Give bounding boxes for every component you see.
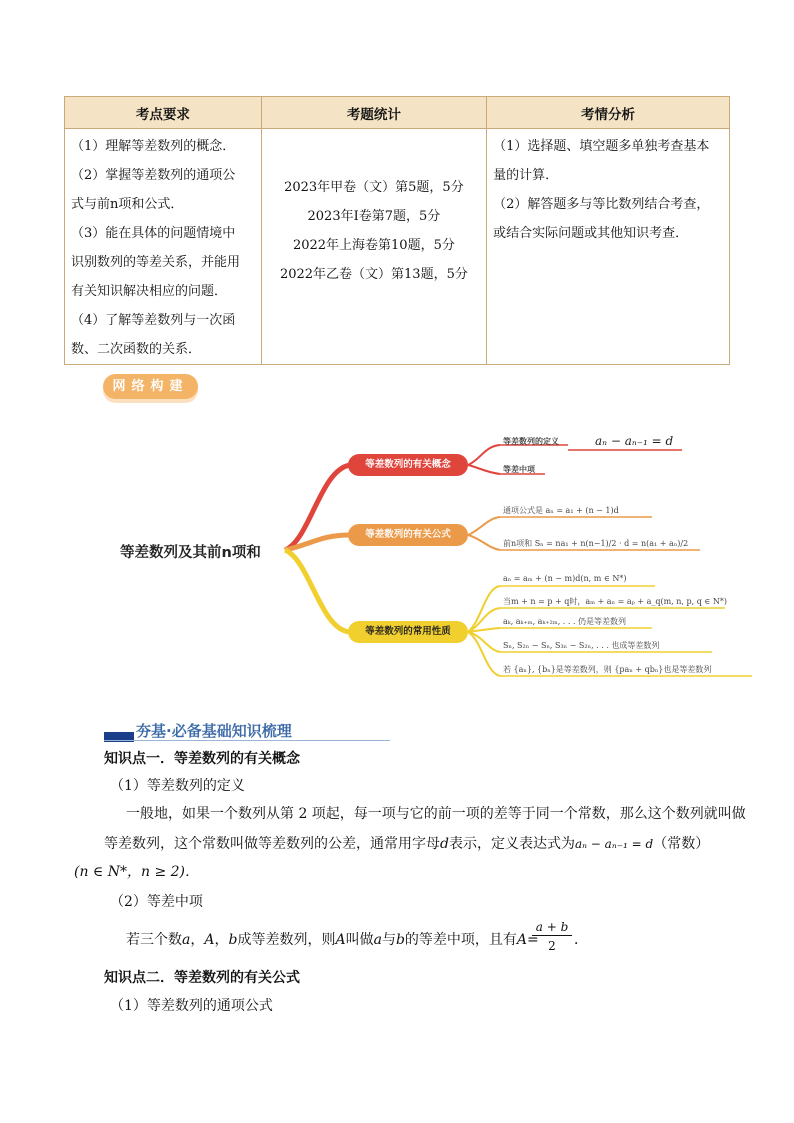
sentence-end: ． bbox=[574, 932, 588, 948]
subheading-definition: （1）等差数列的定义 bbox=[110, 778, 245, 794]
stat-line: 2022年乙卷（文）第13题，5分 bbox=[279, 267, 468, 282]
req-line: 识别数列的等差关系，并能用 bbox=[71, 255, 241, 270]
stat-line: 2022年上海卷第10题，5分 bbox=[292, 238, 455, 253]
leaf-property: 当m + n = p + q时，aₘ + aₙ = aₚ + a_q(m, n, p, q ∈ N*) bbox=[503, 597, 727, 606]
analysis-line: （2）解答题多与等比数列结合考查， bbox=[493, 197, 710, 212]
analysis-line: 量的计算． bbox=[493, 168, 559, 183]
analysis-line: 或结合实际问题或其他知识考查． bbox=[493, 226, 689, 241]
req-line: 数、二次函数的关系． bbox=[71, 342, 202, 357]
stat-line: 2023年甲卷（文）第5题，5分 bbox=[284, 180, 464, 195]
paragraph-line: (n ∈ N*，n ≥ 2)． bbox=[74, 864, 200, 880]
header-analysis: 考情分析 bbox=[487, 97, 730, 129]
knowledge-point-2-title: 知识点二．等差数列的有关公式 bbox=[104, 970, 300, 986]
paragraph-line: 若三个数a，A，b成等差数列，则A叫做a与b的等差中项，且有A= bbox=[126, 932, 539, 948]
req-line: （2）掌握等差数列的通项公 bbox=[71, 168, 236, 183]
stat-line: 2023年I卷第7题，5分 bbox=[307, 209, 441, 224]
node-concepts: 等差数列的有关概念 bbox=[348, 454, 468, 476]
mindmap-root: 等差数列及其前n项和 bbox=[120, 545, 261, 561]
header-requirements: 考点要求 bbox=[65, 97, 262, 129]
requirements-cell bbox=[65, 129, 262, 365]
leaf-property: aₖ, aₖ₊ₘ, aₖ₊₂ₘ, . . . 仍是等差数列 bbox=[503, 617, 627, 626]
leaf-property: aₙ = aₘ + (n − m)d(n, m ∈ N*) bbox=[503, 574, 627, 583]
node-formulas: 等差数列的有关公式 bbox=[348, 524, 468, 546]
analysis-cell bbox=[487, 129, 730, 365]
req-line: （4）了解等差数列与一次函 bbox=[71, 313, 236, 328]
fraction-numerator: a + b bbox=[532, 919, 572, 936]
leaf-general-term: 通项公式是 aₙ = a₁ + (n − 1)d bbox=[503, 506, 619, 515]
leaf-middle-term: 等差中项 bbox=[503, 465, 535, 474]
exam-requirements-table bbox=[64, 96, 730, 365]
paragraph-line: 等差数列，这个常数叫做等差数列的公差，通常用字母d表示，定义表达式为aₙ − aₙ₋₁ = d（常数） bbox=[104, 836, 710, 852]
header-statistics: 考题统计 bbox=[261, 97, 486, 129]
leaf-definition-formula: aₙ − aₙ₋₁ = d bbox=[595, 434, 674, 448]
leaf-definition: 等差数列的定义 bbox=[503, 437, 559, 446]
req-line: （1）理解等差数列的概念． bbox=[71, 139, 236, 154]
knowledge-point-1-title: 知识点一．等差数列的有关概念 bbox=[104, 751, 300, 767]
leaf-property: 若 {aₙ}, {bₙ}是等差数列，则 {paₙ + qbₙ}也是等差数列 bbox=[503, 665, 712, 674]
fraction-denominator: 2 bbox=[548, 939, 556, 953]
statistics-cell bbox=[261, 129, 486, 365]
paragraph-line: 一般地，如果一个数列从第 2 项起，每一项与它的前一项的差等于同一个常数，那么这个数列就叫做 bbox=[126, 806, 746, 822]
req-line: （3）能在具体的问题情境中 bbox=[71, 226, 236, 241]
req-line: 式与前n项和公式． bbox=[71, 197, 184, 212]
analysis-line: （1）选择题、填空题多单独考查基本 bbox=[493, 139, 710, 154]
leaf-sum-formula: 前n项和 Sₙ = na₁ + n(n−1)/2 · d = n(a₁ + aₙ)/2 bbox=[503, 539, 689, 548]
leaf-property: Sₙ, S₂ₙ − Sₙ, S₃ₙ − S₂ₙ, . . . 也成等差数列 bbox=[503, 641, 660, 650]
req-line: 有关知识解决相应的问题． bbox=[71, 284, 228, 299]
network-construction-badge: 网络构建 bbox=[103, 374, 198, 399]
section-title: 夯基·必备基础知识梳理 bbox=[136, 722, 292, 740]
subheading-general-term: （1）等差数列的通项公式 bbox=[110, 998, 273, 1014]
subheading-middle-term: （2）等差中项 bbox=[110, 894, 203, 910]
node-properties: 等差数列的常用性质 bbox=[348, 621, 468, 643]
